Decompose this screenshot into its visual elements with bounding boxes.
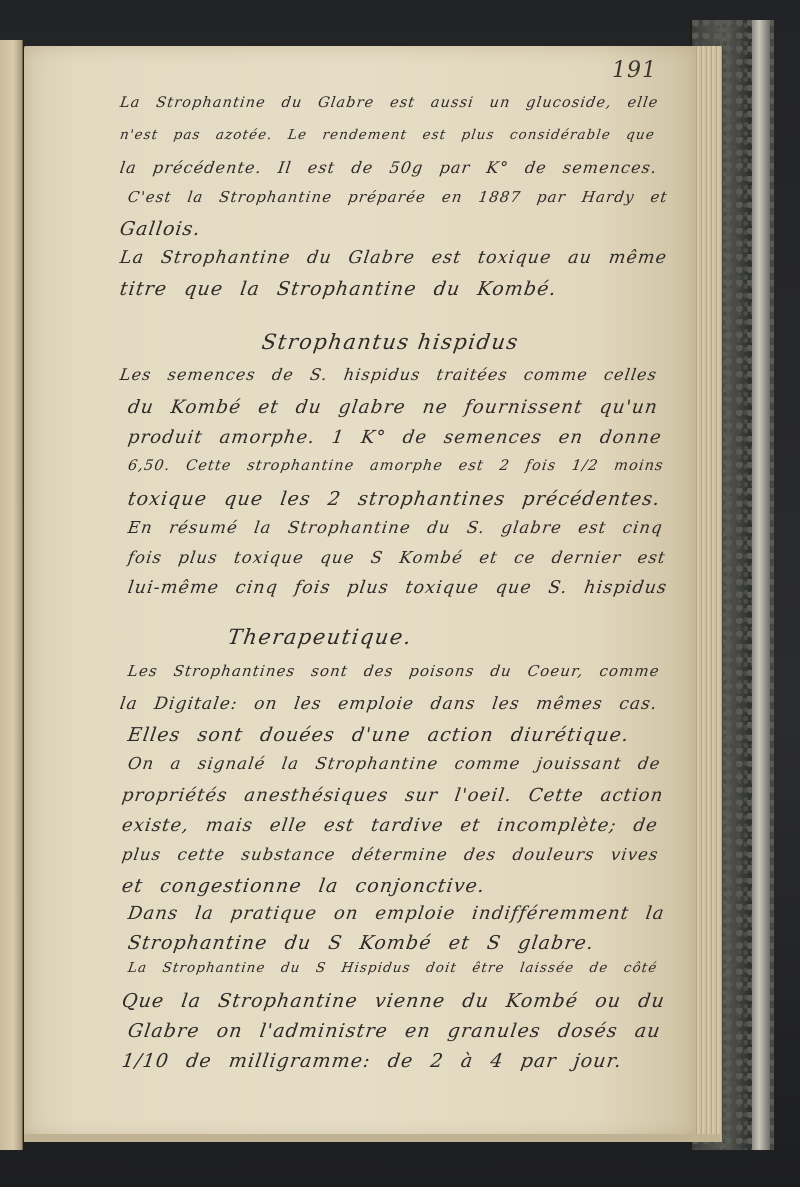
handwritten-line: 1/10 de milligramme: de 2 à 4 par jour. [120, 1050, 624, 1072]
cover-board-edge [752, 20, 770, 1150]
handwritten-line: Glabre on l'administre en granules dosés au [126, 1020, 663, 1042]
handwritten-line: n'est pas azotée. Le rendement est plus considérable que [118, 127, 656, 143]
handwritten-line: Gallois. [118, 218, 203, 240]
handwritten-line: En résumé la Strophantine du S. glabre est cinq [126, 518, 665, 537]
handwritten-line: titre que la Strophantine du Kombé. [118, 278, 559, 300]
handwritten-line: Les Strophantines sont des poisons du Coeur, comme [126, 662, 662, 680]
handwritten-line: fois plus toxique que S Kombé et ce dernier est [126, 548, 668, 567]
page-number: 191 [612, 58, 657, 83]
handwritten-line: plus cette substance détermine des douleurs vives [120, 845, 660, 864]
handwritten-line: la précédente. Il est de 50g par K° de semences. [118, 158, 659, 177]
handwritten-line: On a signalé la Strophantine comme jouissant de [126, 754, 662, 773]
handwritten-line: La Strophantine du Glabre est aussi un glucoside, elle [118, 95, 660, 111]
handwritten-line: Dans la pratique on emploie indifféremment la [126, 903, 667, 924]
handwritten-line: existe, mais elle est tardive et incomplète; de [120, 815, 660, 836]
handwritten-line: Strophantine du S Kombé et S glabre. [126, 932, 596, 954]
handwritten-line: la Digitale: on les emploie dans les mêmes cas. [118, 694, 659, 714]
handwritten-line: propriétés anesthésiques sur l'oeil. Cette action [120, 785, 665, 806]
handwritten-line: toxique que les 2 strophantines précédentes. [126, 488, 662, 510]
handwritten-line: Elles sont douées d'une action diurétique. [126, 724, 631, 746]
handwritten-line: Les semences de S. hispidus traitées comme celles [118, 365, 659, 384]
left-page-spine [0, 40, 23, 1150]
section-heading: Therapeutique. [226, 625, 414, 649]
handwritten-line: C'est la Strophantine préparée en 1887 par Hardy et [126, 188, 669, 206]
section-heading: Strophantus hispidus [260, 330, 521, 354]
page-bottom-edge [24, 1134, 722, 1142]
handwritten-line: 6,50. Cette strophantine amorphe est 2 fois 1/2 moins [126, 458, 665, 474]
handwritten-line: Que la Strophantine vienne du Kombé ou du [120, 990, 667, 1012]
handwritten-line: lui-même cinq fois plus toxique que S. hispidus [126, 578, 669, 598]
handwritten-line: La Strophantine du S Hispidus doit être laissée de côté [126, 960, 659, 976]
handwritten-line: et congestionne la conjonctive. [120, 875, 487, 897]
handwritten-line: du Kombé et du glabre ne fournissent qu'un [126, 397, 660, 418]
handwritten-line: La Strophantine du Glabre est toxique au même [118, 248, 669, 268]
page-edge-stack [694, 46, 723, 1138]
handwritten-line: produit amorphe. 1 K° de semences en donne [126, 427, 664, 448]
